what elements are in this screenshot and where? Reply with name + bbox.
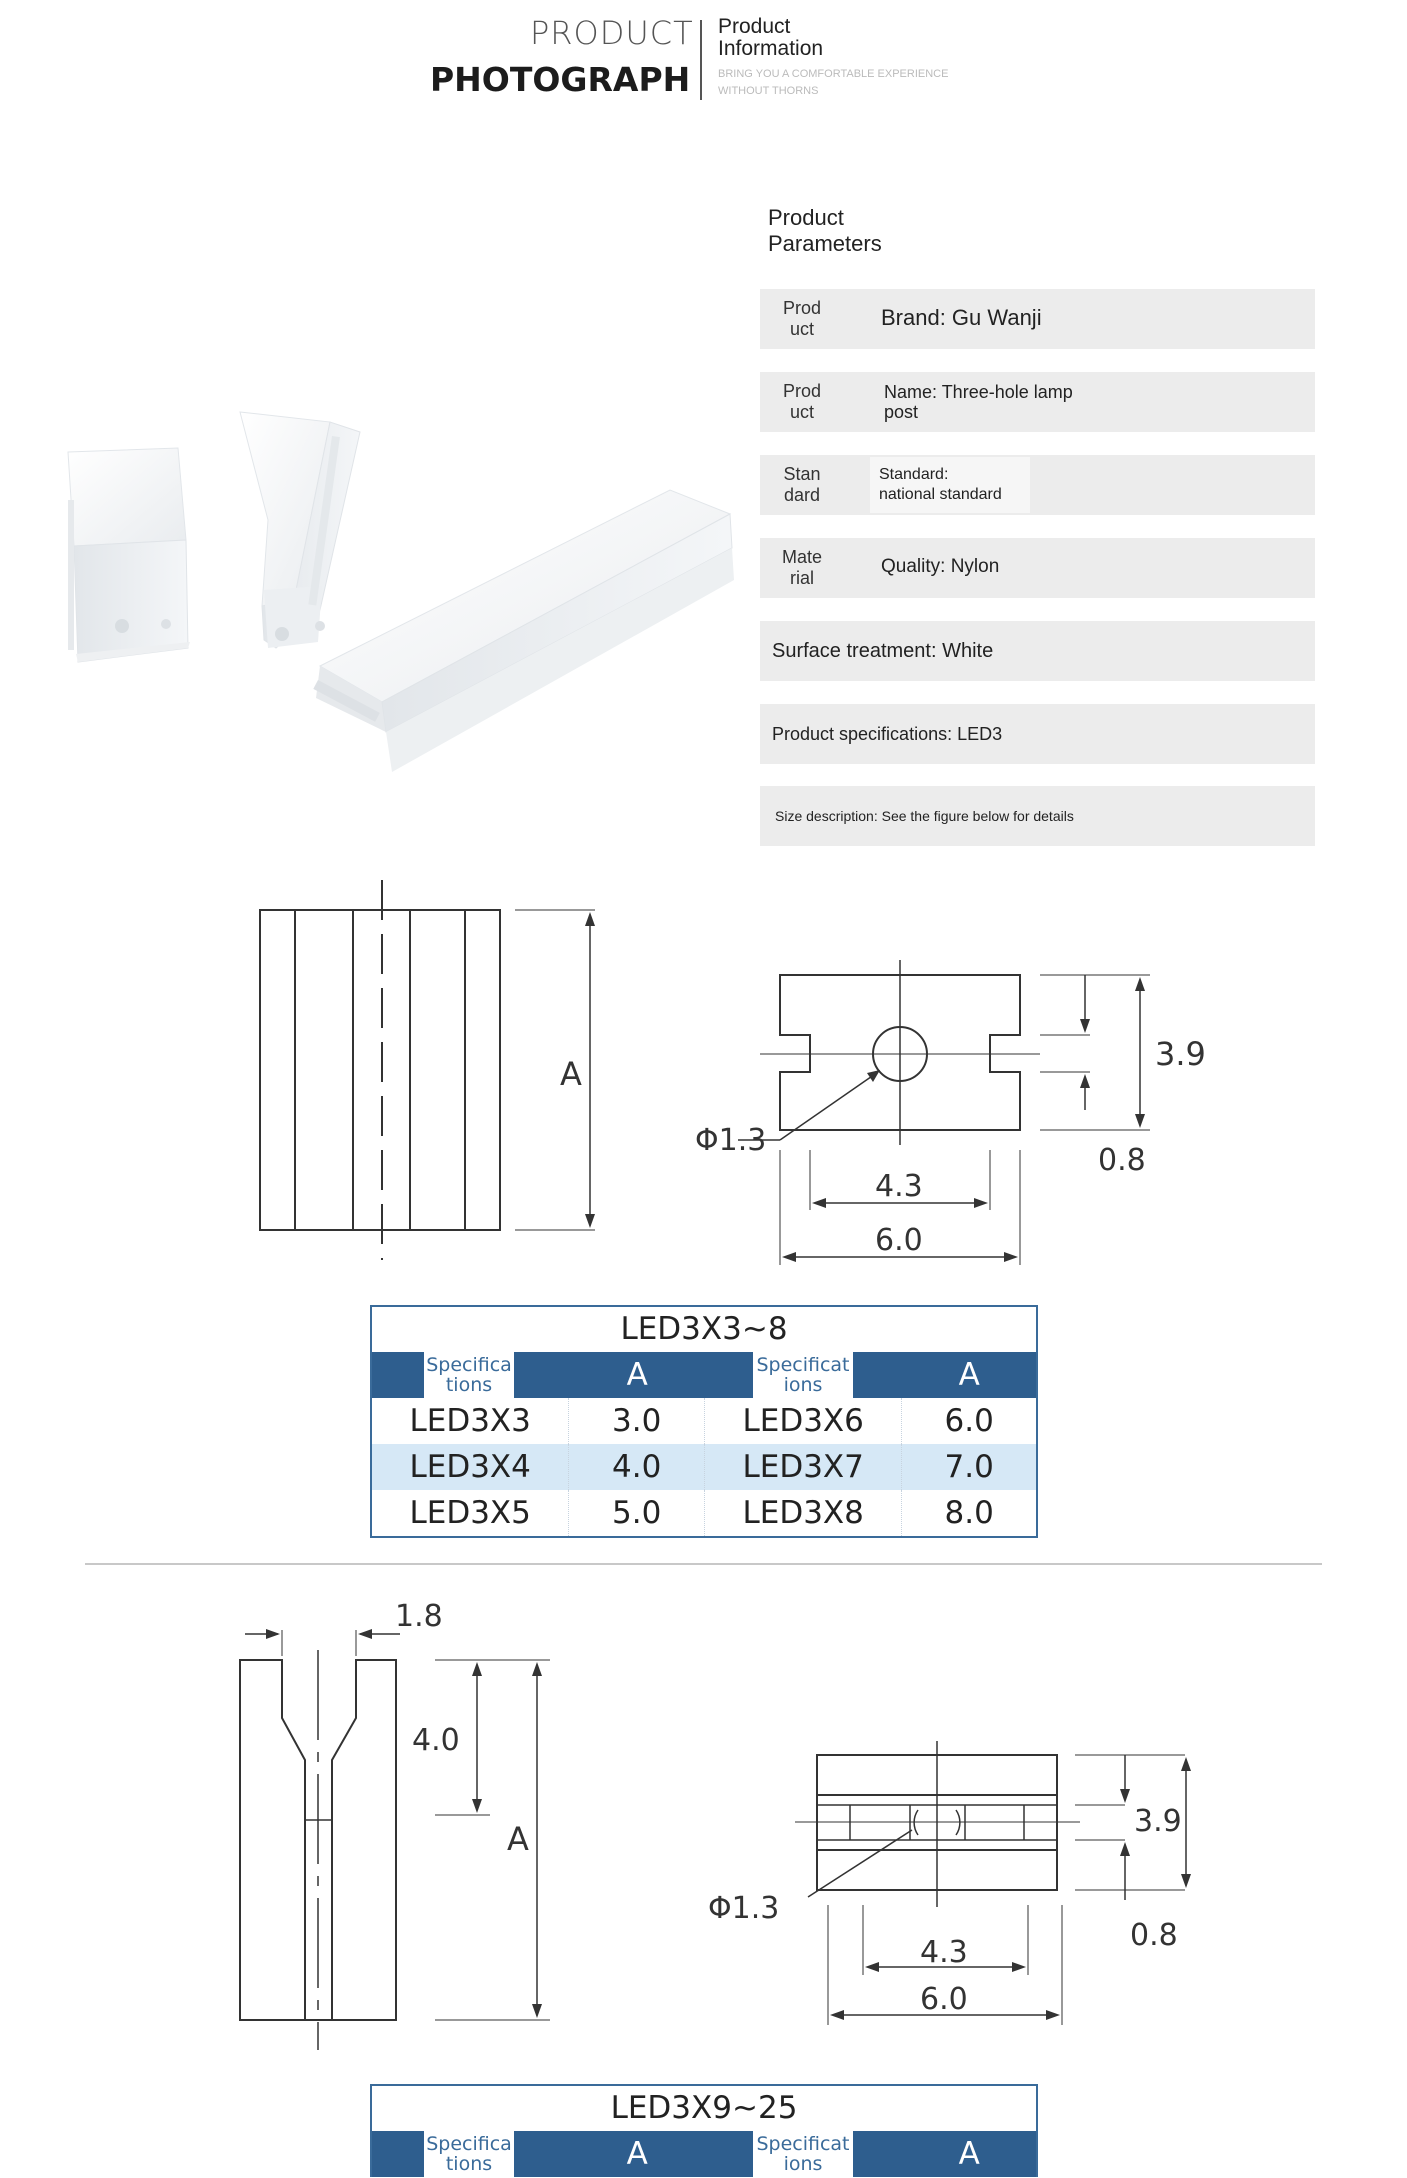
a-cell: 6.0	[944, 1403, 994, 1439]
drawing2-outer-width: 6.0	[920, 1982, 968, 2017]
param-row-surface	[760, 621, 1315, 681]
spec-header-label-2: Specificat ions	[705, 2131, 902, 2177]
spec-header-label-1: Specifica tions	[372, 1352, 569, 1398]
param-row-brand	[760, 289, 1315, 349]
drawing1-outer-width: 6.0	[875, 1223, 923, 1258]
drawing1-side-view	[255, 880, 625, 1280]
param-label: Mate rial	[781, 547, 823, 588]
spec-header-label-1: Specifica tions	[372, 2131, 569, 2177]
spec-header-a-1: A	[626, 2136, 648, 2172]
a-cell: 8.0	[944, 1495, 994, 1531]
drawing2-top-width: 1.8	[395, 1599, 443, 1634]
header-product-word: PRODUCT	[530, 14, 694, 52]
drawing1-height-dim: 3.9	[1155, 1035, 1206, 1073]
table-row	[372, 1490, 1036, 1536]
lamp-post-2	[240, 412, 360, 648]
drawing2-inner-width: 4.3	[920, 1935, 968, 1970]
spec-table-2	[370, 2084, 1038, 2177]
lamp-post-1	[68, 448, 190, 662]
header-photograph-word: PHOTOGRAPH	[430, 60, 691, 99]
param-label: Stan dard	[783, 464, 821, 505]
spec-cell: LED3X6	[705, 1398, 902, 1444]
header-info-line2: Information	[718, 37, 824, 60]
param-value-size: Size description: See the figure below for details	[775, 808, 1074, 824]
drawing1-end-view	[690, 960, 1230, 1280]
spec-header-a-2: A	[958, 2136, 980, 2172]
header-tagline1: BRING YOU A COMFORTABLE EXPERIENCE	[718, 68, 949, 80]
a-cell: 7.0	[944, 1449, 994, 1485]
spec-table-2-header	[372, 2131, 1036, 2177]
spec-table-1-title: LED3X3~8	[620, 1311, 788, 1347]
a-cell: 3.0	[569, 1398, 705, 1444]
spec-table-1	[370, 1305, 1038, 1538]
param-label: Prod uct	[782, 298, 822, 339]
lamp-post-3	[313, 490, 734, 772]
drawing2-side-label: A	[507, 1820, 529, 1858]
spec-cell: LED3X7	[705, 1444, 902, 1490]
drawing1-hole-dim: Φ1.3	[695, 1123, 767, 1158]
param-value-spec: Product specifications: LED3	[772, 723, 1003, 744]
drawing2-end-view	[700, 1735, 1220, 2025]
spec-header-a-1: A	[626, 1357, 648, 1393]
table-row	[372, 1398, 1036, 1444]
spec-table-1-header	[372, 1352, 1036, 1398]
param-value-surface: Surface treatment: White	[772, 639, 994, 662]
spec-cell: LED3X5	[372, 1490, 569, 1536]
drawing2-side-view	[230, 1590, 590, 2060]
param-value-material: Quality: Nylon	[881, 556, 1000, 577]
param-row-spec	[760, 704, 1315, 764]
drawing2-gap-dim: 0.8	[1130, 1918, 1178, 1953]
a-cell: 4.0	[569, 1444, 705, 1490]
spec-table-2-title: LED3X9~25	[610, 2090, 798, 2126]
spec-header-label-2: Specificat ions	[705, 1352, 902, 1398]
param-row-material	[760, 538, 1315, 598]
section-divider	[85, 1563, 1322, 1565]
param-value-name: Name: Three-hole lamp post	[884, 382, 1073, 422]
header-tagline2: WITHOUT THORNS	[718, 85, 819, 97]
drawing1-side-label: A	[560, 1055, 582, 1093]
drawing1-gap-dim: 0.8	[1098, 1143, 1146, 1178]
table-row	[372, 1444, 1036, 1490]
param-row-size	[760, 786, 1315, 846]
param-row-standard	[760, 455, 1315, 515]
spec-cell: LED3X8	[705, 1490, 902, 1536]
spec-cell: LED3X3	[372, 1398, 569, 1444]
drawing2-height-dim: 3.9	[1134, 1804, 1182, 1839]
header-info-line1: Product	[718, 15, 791, 38]
product-photo	[50, 380, 750, 780]
param-row-name	[760, 372, 1315, 432]
param-value-brand: Brand: Gu Wanji	[881, 305, 1042, 330]
a-cell: 5.0	[569, 1490, 705, 1536]
header-divider	[700, 20, 702, 100]
params-title-line1: Product	[768, 205, 844, 230]
params-title	[768, 205, 882, 257]
param-label: Prod uct	[782, 381, 822, 422]
params-title-line2: Parameters	[768, 231, 882, 256]
spec-header-a-2: A	[958, 1357, 980, 1393]
param-value-standard: Standard: national standard	[879, 466, 1002, 503]
spec-cell: LED3X4	[372, 1444, 569, 1490]
drawing1-inner-width: 4.3	[875, 1169, 923, 1204]
drawing2-slot-depth: 4.0	[412, 1723, 460, 1758]
drawing2-hole-dim: Φ1.3	[708, 1891, 780, 1926]
